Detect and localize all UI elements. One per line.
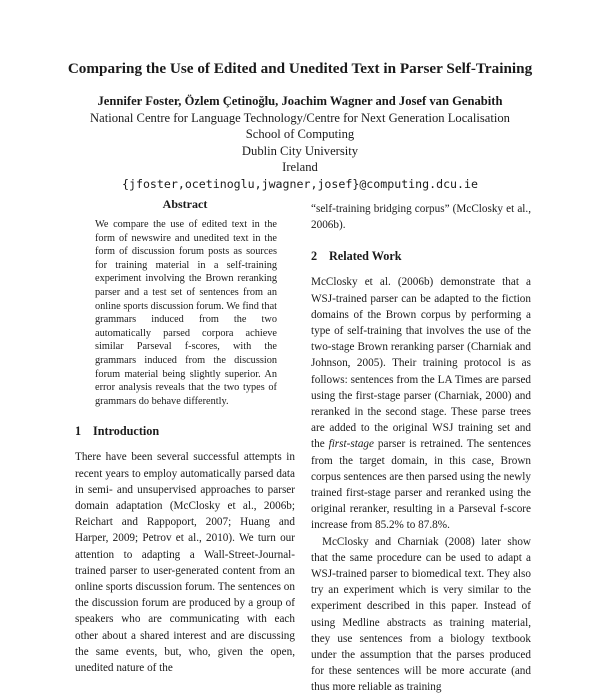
left-column	[75, 196, 295, 676]
section-number: 2	[311, 249, 318, 264]
emphasized-term: first-stage	[328, 438, 374, 451]
author-emails: {jfoster,ocetinoglu,jwagner,josef}@computing.dcu.ie	[122, 176, 478, 191]
section-title: Related Work	[329, 249, 402, 264]
affiliation-line: Ireland	[282, 160, 318, 174]
section-heading-related-work	[311, 248, 531, 264]
related-work-paragraph-1	[311, 274, 531, 533]
author-names: Jennifer Foster, Özlem Çetinoğlu, Joachim Wagner and Josef van Genabith	[97, 94, 503, 108]
abstract-heading: Abstract	[162, 197, 208, 211]
introduction-paragraph: There have been several successful attempts in recent years to employ automatically parsed data in semi- and unsupervised approaches to parser domain adaptation (McClosky et al., 2006b; Reichart and Rappoport, 2007; Huang and Harper, 2009; Petrov et al., 2010). We turn our attention to adapting a Wall-Street-Journal-trained parser to user-generated content from an online sports discussion forum. The sentences on the discussion forum are produced by a group of speakers who are communicating with each other about a shared interest and are discussing the same events, but, who, given the open, unedited nature of the	[75, 451, 295, 674]
author-block	[0, 93, 600, 192]
section-title: Introduction	[93, 424, 160, 439]
section-heading-introduction	[75, 423, 295, 439]
related-work-paragraph-2: McClosky and Charniak (2008) later show that the same procedure can be used to adapt a WSJ-trained parser to biomedical text. They also try an experiment which is very similar to the experiment described in this paper. Instead of using Medline abstracts as training material, they use sentences from a biology textbook under the assumption that the parses produced for these sentences will be more accurate (and thus more reliable as training	[311, 535, 531, 694]
right-column	[311, 201, 531, 696]
text-run: parser is retrained. The sentences from the target domain, in this case, Brown corpus sentences are then parsed using the newly trained first-stage parser and reranked using the original reranker, resulting in a Parseval f-score increase from 85.2% to 87.8%.	[311, 438, 531, 532]
text-run: McClosky et al. (2006b) demonstrate that a WSJ-trained parser can be adapted to the fiction domains of the Brown corpus by performing a type of self-training that involves the use of the two-stage Brown reranking parser (Charniak and Johnson, 2005). Their training protocol is as follows: sentences from the LA Times are parsed using the first-stage parser (Charniak, 2000) and reranked in the second stage. These parse trees are added to the original WSJ training set and the	[311, 276, 531, 451]
affiliation-line: National Centre for Language Technology/Centre for Next Generation Localisation	[90, 110, 510, 125]
affiliation-line: School of Computing	[245, 127, 355, 141]
continued-paragraph: “self-training bridging corpus” (McClosky et al., 2006b).	[311, 203, 531, 232]
abstract-text: We compare the use of edited text in the form of newswire and unedited text in the form of discussion forum posts as sources for training material in a self-training experiment involving the Brown reranking parser and a test set of sentences from an online sports discussion forum. We find that grammars induced from the two automatically parsed corpora achieve similar Parseval f-scores, with the grammars induced from the discussion forum material being slightly superior. An error analysis reveals that the two types of grammars do behave differently.	[95, 219, 277, 407]
affiliation-line: Dublin City University	[241, 143, 359, 158]
section-number: 1	[75, 424, 82, 439]
paper-title: Comparing the Use of Edited and Unedited Text in Parser Self-Training	[67, 60, 533, 77]
